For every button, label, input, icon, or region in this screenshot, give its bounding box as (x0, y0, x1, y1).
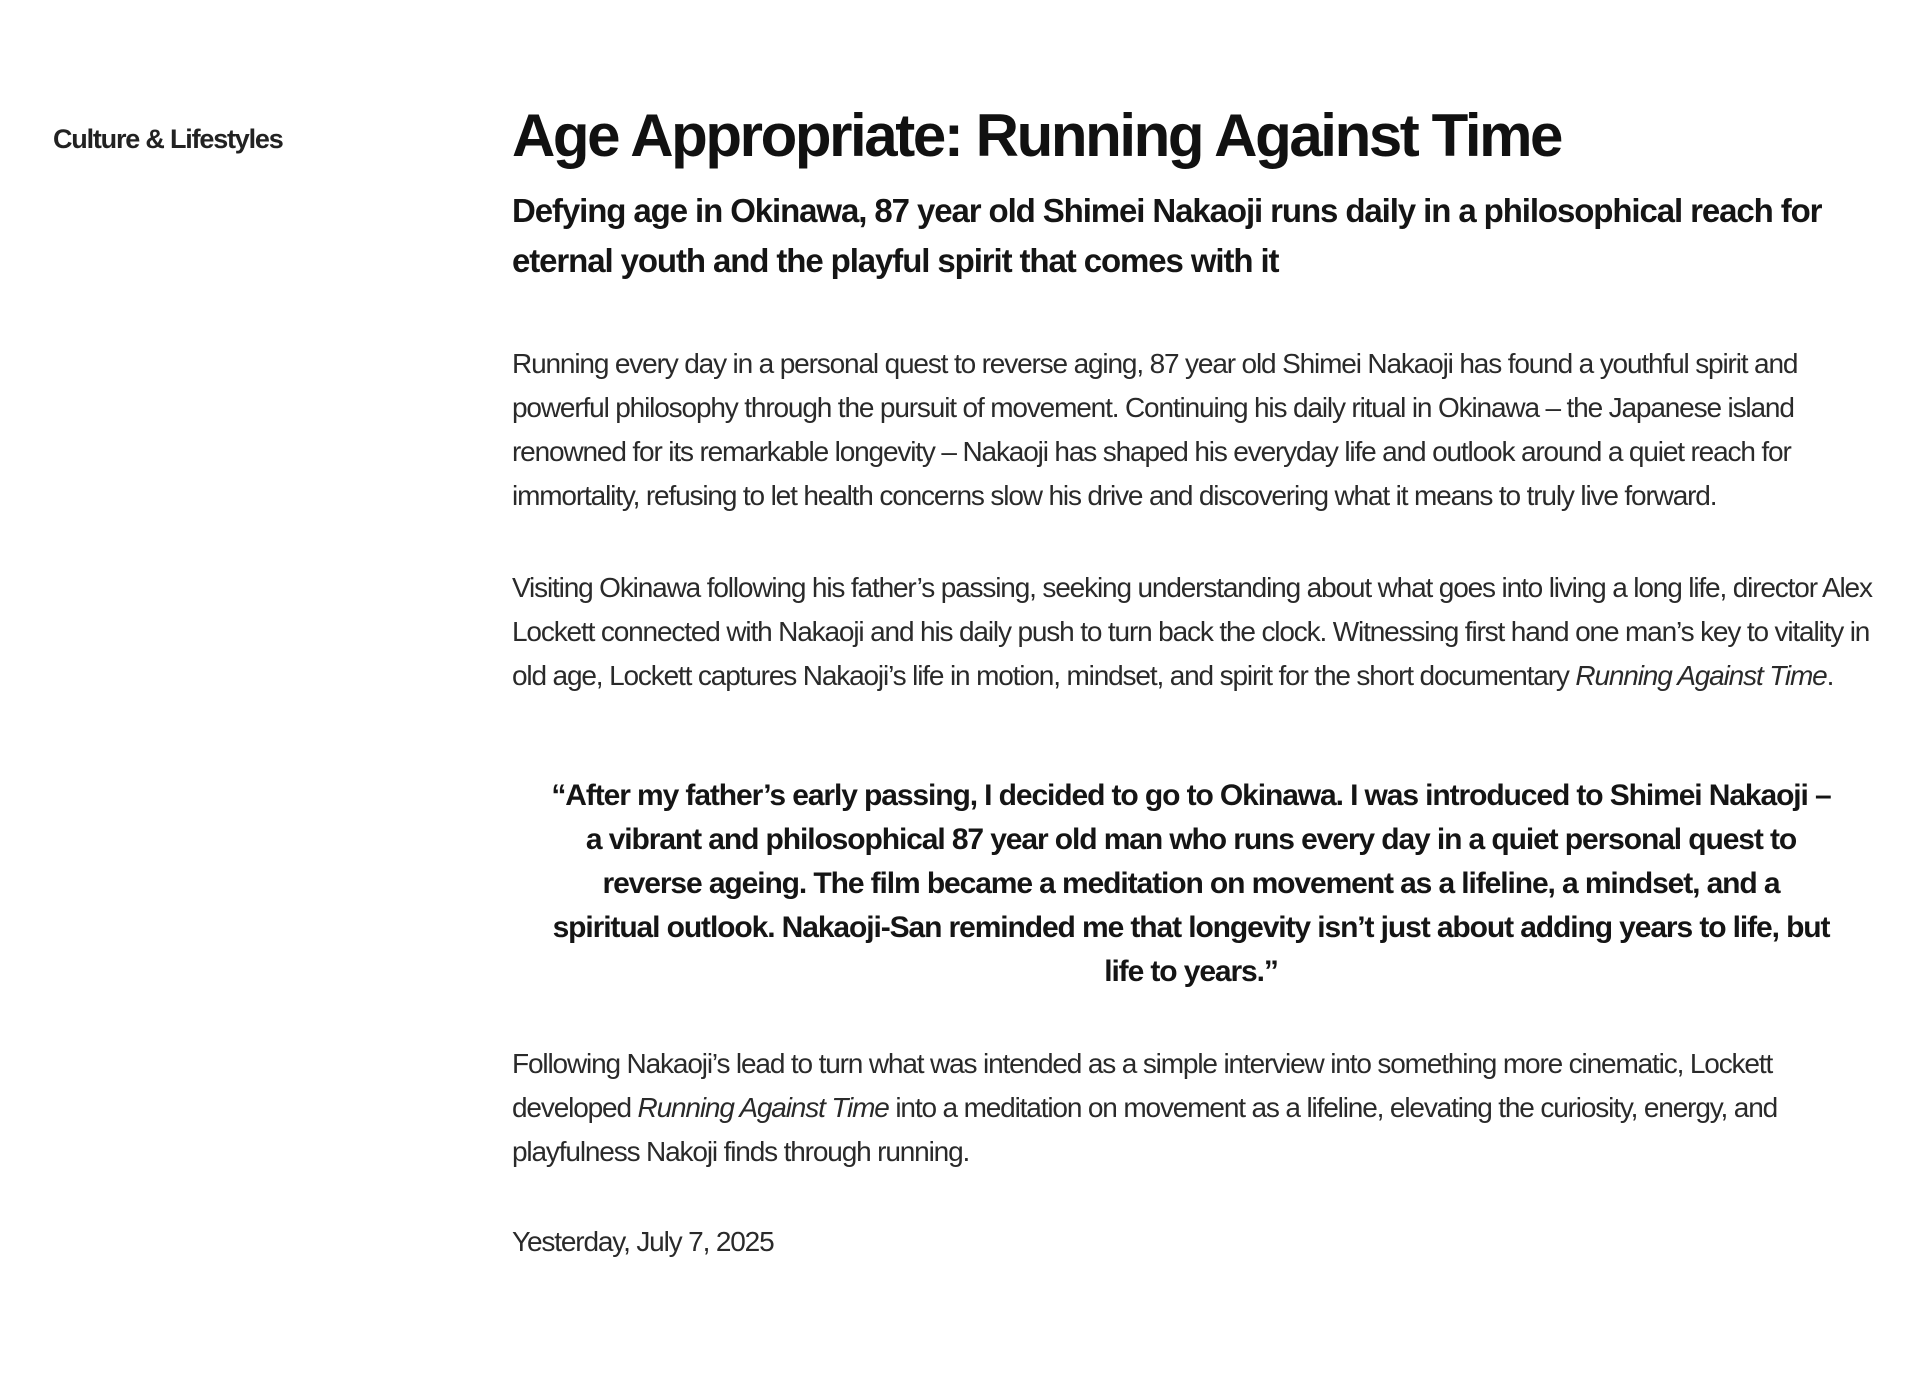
paragraph-3-text: Following Nakaoji’s lead to turn what was intended as a simple interview into something more cinematic, Lockett developed (512, 1048, 1773, 1123)
article (512, 100, 1882, 1262)
article-title: Age Appropriate: Running Against Time (512, 102, 1562, 169)
article-paragraph-3 (512, 1042, 1852, 1174)
paragraph-3-end: into a meditation on movement as a lifeline, elevating the curiosity, energy, and playfulness Nakoji finds through running. (512, 1092, 1778, 1167)
film-title-italic: Running Against Time (637, 1092, 889, 1123)
category-label[interactable]: Culture & Lifestyles (53, 124, 283, 154)
publish-date: Yesterday, July 7, 2025 (512, 1226, 774, 1257)
paragraph-2-text: Visiting Okinawa following his father’s passing, seeking understanding about what goes into living a long life, director Alex Lockett connected with Nakaoji and his daily push to turn back the clock. Witnessing first hand one man’s key to vitality in old age, Lockett captures Nakaoji’s life in motion, mindset, and spirit for the short documentary (512, 572, 1872, 691)
article-paragraph-2 (512, 566, 1882, 698)
pull-quote: “After my father’s early passing, I decided to go to Okinawa. I was introduced to Shimei Nakaoji – a vibrant and philosophical 87 year old man who runs every day in a quiet personal quest to reverse ageing. The film became a meditation on movement as a lifeline, a mindset, and a spiritual outlook. Nakaoji-San reminded me that longevity isn’t just about adding years to life, but life to years.” (551, 779, 1831, 988)
paragraph-2-end: . (1826, 660, 1834, 691)
film-title-italic: Running Against Time (1575, 660, 1827, 691)
article-paragraph-1: Running every day in a personal quest to reverse aging, 87 year old Shimei Nakaoji has found a youthful spirit and powerful philosophy through the pursuit of movement. Continuing his daily ritual in Okinawa – the Japanese island renowned for its remarkable longevity – Nakaoji has shaped his everyday life and outlook around a quiet reach for immortality, refusing to let health concerns slow his drive and discovering what it means to truly live forward. (512, 348, 1798, 511)
article-subtitle: Defying age in Okinawa, 87 year old Shimei Nakaoji runs daily in a philosophical reach for eternal youth and the playful spirit that comes with it (512, 192, 1822, 279)
